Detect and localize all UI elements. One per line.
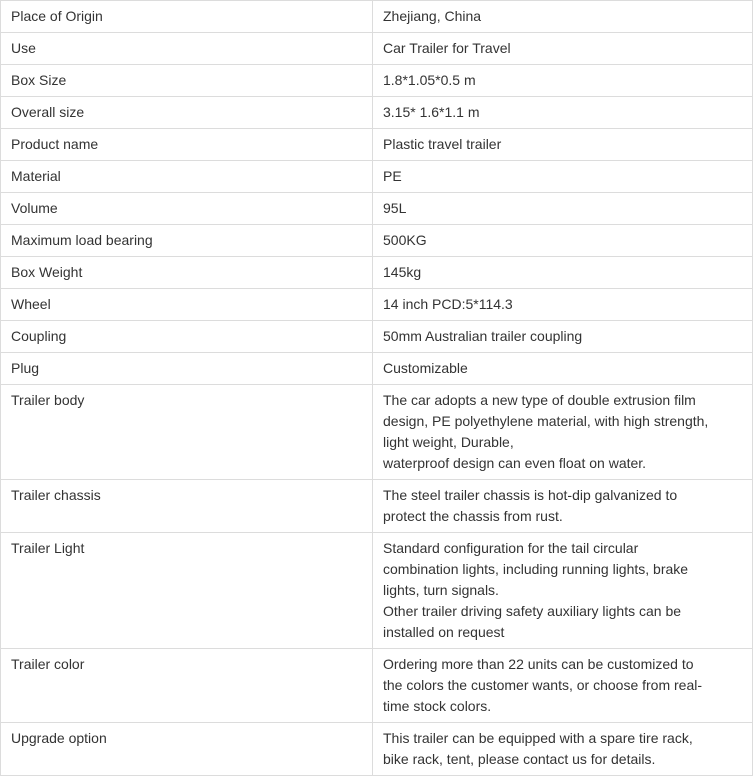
spec-value-line: combination lights, including running lights, brake <box>383 561 689 577</box>
spec-value-line: design, PE polyethylene material, with high strength, <box>383 413 709 429</box>
spec-row <box>1 1 753 33</box>
spec-value <box>373 1 753 33</box>
spec-value <box>373 97 753 129</box>
spec-label: Place of Origin <box>1 1 373 33</box>
spec-row <box>1 97 753 129</box>
spec-value <box>373 33 753 65</box>
spec-label: Material <box>1 161 373 193</box>
spec-value-line: bike rack, tent, please contact us for details. <box>383 751 656 767</box>
spec-value <box>373 161 753 193</box>
spec-row <box>1 33 753 65</box>
spec-value-line: The car adopts a new type of double extrusion film <box>383 392 696 408</box>
spec-value-line: 50mm Australian trailer coupling <box>383 328 583 344</box>
spec-value-line: Ordering more than 22 units can be customized to <box>383 656 694 672</box>
spec-value <box>373 289 753 321</box>
spec-value-line: 1.8*1.05*0.5 m <box>383 72 476 88</box>
spec-label: Coupling <box>1 321 373 353</box>
spec-value-line: Other trailer driving safety auxiliary lights can be <box>383 603 682 619</box>
spec-value-line: Standard configuration for the tail circular <box>383 540 639 556</box>
spec-label: Wheel <box>1 289 373 321</box>
spec-row <box>1 723 753 776</box>
spec-value-line: 95L <box>383 200 407 216</box>
spec-value <box>373 321 753 353</box>
spec-row <box>1 649 753 723</box>
spec-value-line: Customizable <box>383 360 468 376</box>
spec-value <box>373 65 753 97</box>
spec-value <box>373 480 753 533</box>
spec-row <box>1 257 753 289</box>
spec-label: Volume <box>1 193 373 225</box>
spec-row <box>1 533 753 649</box>
spec-value-line: waterproof design can even float on water. <box>383 455 647 471</box>
spec-label: Upgrade option <box>1 723 373 776</box>
spec-value-line: The steel trailer chassis is hot-dip galvanized to <box>383 487 678 503</box>
spec-value <box>373 353 753 385</box>
spec-value-line: Plastic travel trailer <box>383 136 502 152</box>
spec-value-line: 500KG <box>383 232 427 248</box>
spec-table-body <box>1 1 753 776</box>
spec-value-line: Car Trailer for Travel <box>383 40 511 56</box>
spec-row <box>1 480 753 533</box>
spec-row <box>1 385 753 480</box>
spec-row <box>1 193 753 225</box>
spec-value-line: light weight, Durable, <box>383 434 514 450</box>
spec-value <box>373 257 753 289</box>
spec-value-line: 14 inch PCD:5*114.3 <box>383 296 513 312</box>
spec-label: Trailer Light <box>1 533 373 649</box>
spec-row <box>1 161 753 193</box>
spec-value-line: 3.15* 1.6*1.1 m <box>383 104 480 120</box>
spec-value <box>373 193 753 225</box>
spec-value <box>373 649 753 723</box>
spec-label: Plug <box>1 353 373 385</box>
spec-value-line: time stock colors. <box>383 698 492 714</box>
spec-label: Overall size <box>1 97 373 129</box>
spec-value-line: protect the chassis from rust. <box>383 508 563 524</box>
spec-value <box>373 723 753 776</box>
spec-value <box>373 225 753 257</box>
spec-row <box>1 129 753 161</box>
spec-row <box>1 65 753 97</box>
spec-label: Box Size <box>1 65 373 97</box>
spec-label: Trailer color <box>1 649 373 723</box>
spec-value-line: Zhejiang, China <box>383 8 482 24</box>
spec-label: Trailer body <box>1 385 373 480</box>
spec-row <box>1 225 753 257</box>
spec-value-line: This trailer can be equipped with a spare tire rack, <box>383 730 693 746</box>
spec-value <box>373 385 753 480</box>
spec-label: Maximum load bearing <box>1 225 373 257</box>
spec-value-line: 145kg <box>383 264 422 280</box>
spec-label: Use <box>1 33 373 65</box>
spec-label: Product name <box>1 129 373 161</box>
spec-value <box>373 129 753 161</box>
spec-row <box>1 321 753 353</box>
spec-row <box>1 289 753 321</box>
spec-value-line: the colors the customer wants, or choose from real- <box>383 677 703 693</box>
spec-value-line: PE <box>383 168 402 184</box>
spec-value-line: installed on request <box>383 624 505 640</box>
spec-row <box>1 353 753 385</box>
spec-value-line: lights, turn signals. <box>383 582 499 598</box>
spec-label: Box Weight <box>1 257 373 289</box>
spec-value <box>373 533 753 649</box>
spec-label: Trailer chassis <box>1 480 373 533</box>
